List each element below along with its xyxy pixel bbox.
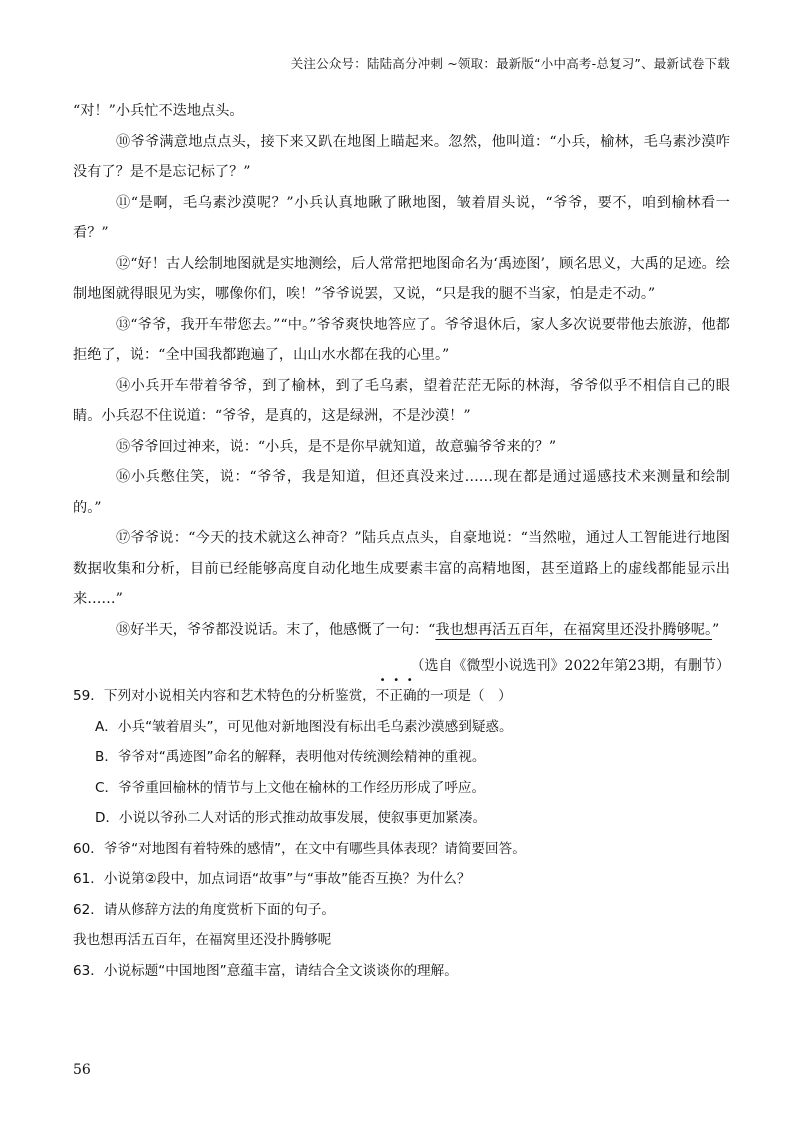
main-content <box>73 96 730 986</box>
paragraph-15: ⑮爷爷回过神来，说：“小兵，是不是你早就知道，故意骗爷爷来的？” <box>116 438 557 455</box>
question-59 <box>73 681 730 712</box>
source-citation: （选自《微型小说选刊》2022年第23期，有删节） <box>410 658 730 674</box>
paragraph-14: ⑭小兵开车带着爷爷，到了榆林，到了毛乌素，望着茫茫无际的林海，爷爷似乎不相信自己的眼睛。小兵忍不住说道：“爷爷，是真的，这是绿洲，不是沙漠！” <box>73 377 730 424</box>
option-a: A．小兵“皱着眉头”，可见他对新地图没有标出毛乌素沙漠感到疑惑。 <box>95 718 513 735</box>
paragraph-13: ⑬“爷爷，我开车带您去。”“中。”爷爷爽快地答应了。爷爷退休后，家人多次说要带他去旅游，他都拒绝了，说：“全中国我都跑遍了，山山水水都在我的心里。” <box>73 316 730 363</box>
page-header: 关注公众号：陆陆高分冲刺 ~领取：最新版“小中高考-总复习”、最新试卷下载 <box>290 56 730 71</box>
option-d: D．小说以爷孙二人对话的形式推动故事发展，使叙事更加紧凑。 <box>95 810 487 826</box>
paragraph-17: ⑰爷爷说：“今天的技术就这么神奇？”陆兵点点头，自豪地说：“当然啦，通过人工智能进行地图数据收集和分析，目前已经能够高度自动化地生成要素丰富的高精地图，甚至道路上的虚线都能显示出来……” <box>73 530 730 607</box>
question-59-lead: 59．下列对小说相关内容和艺术特色的分析鉴赏， <box>73 688 376 704</box>
question-62: 62．请从修辞方法的角度赏析下面的句子。 <box>73 901 335 918</box>
paragraph-18 <box>73 615 730 646</box>
question-62-sentence: 我也想再活五百年，在福窝里还没扑腾够呢 <box>73 932 332 948</box>
paragraph-12: ⑫“好！古人绘制地图就是实地测绘，后人常常把地图命名为‘禹迹图’，顾名思义，大禹的足迹。绘制地图就得眼见为实，哪像你们，唉！”爷爷说罢，又说，“只是我的腿不当家，怕是走不动。” <box>73 255 730 302</box>
option-b: B．爷爷对“禹迹图”命名的解释，表明他对传统测绘精神的重视。 <box>95 749 486 765</box>
paragraph-18-lead: ⑱好半天，爷爷都没说话。末了，他感慨了一句：“ <box>116 621 436 638</box>
page-number: 56 <box>73 1062 91 1078</box>
emphasis-char: 确 <box>402 688 417 704</box>
paragraph-11: ⑪“是啊，毛乌素沙漠呢？”小兵认真地瞅了瞅地图，皱着眉头说，“爷爷，要不，咱到榆林看一看？” <box>73 194 730 241</box>
question-61: 61．小说第②段中，加点词语“故事”与“事故”能否互换？为什么？ <box>73 871 471 887</box>
question-60: 60．爷爷“对地图有着特殊的感情”，在文中有哪些具体表现？请简要回答。 <box>73 840 526 857</box>
paragraph-10: ⑩爷爷满意地点点头，接下来又趴在地图上瞄起来。忽然，他叫道：“小兵，榆林，毛乌素沙漠咋没有了？是不是忘记标了？” <box>73 133 730 180</box>
question-59-tail: 的一项是（ ） <box>416 688 512 704</box>
option-c: C．爷爷重回榆林的情节与上文他在榆林的工作经历形成了呼应。 <box>95 779 486 796</box>
paragraph-16: ⑯小兵憋住笑，说：“爷爷，我是知道，但还真没来过……现在都是通过遥感技术来测量和绘制的。” <box>73 469 730 516</box>
paragraph-0: “对！”小兵忙不迭地点头。 <box>73 103 244 119</box>
emphasis-char: 不 <box>375 688 390 704</box>
paragraph-18-close: ” <box>712 621 720 638</box>
underlined-sentence: 我也想再活五百年，在福窝里还没扑腾够呢。 <box>435 621 713 638</box>
question-63: 63．小说标题“中国地图”意蕴丰富，请结合全文谈谈你的理解。 <box>73 962 458 979</box>
emphasis-char: 正 <box>389 688 403 704</box>
